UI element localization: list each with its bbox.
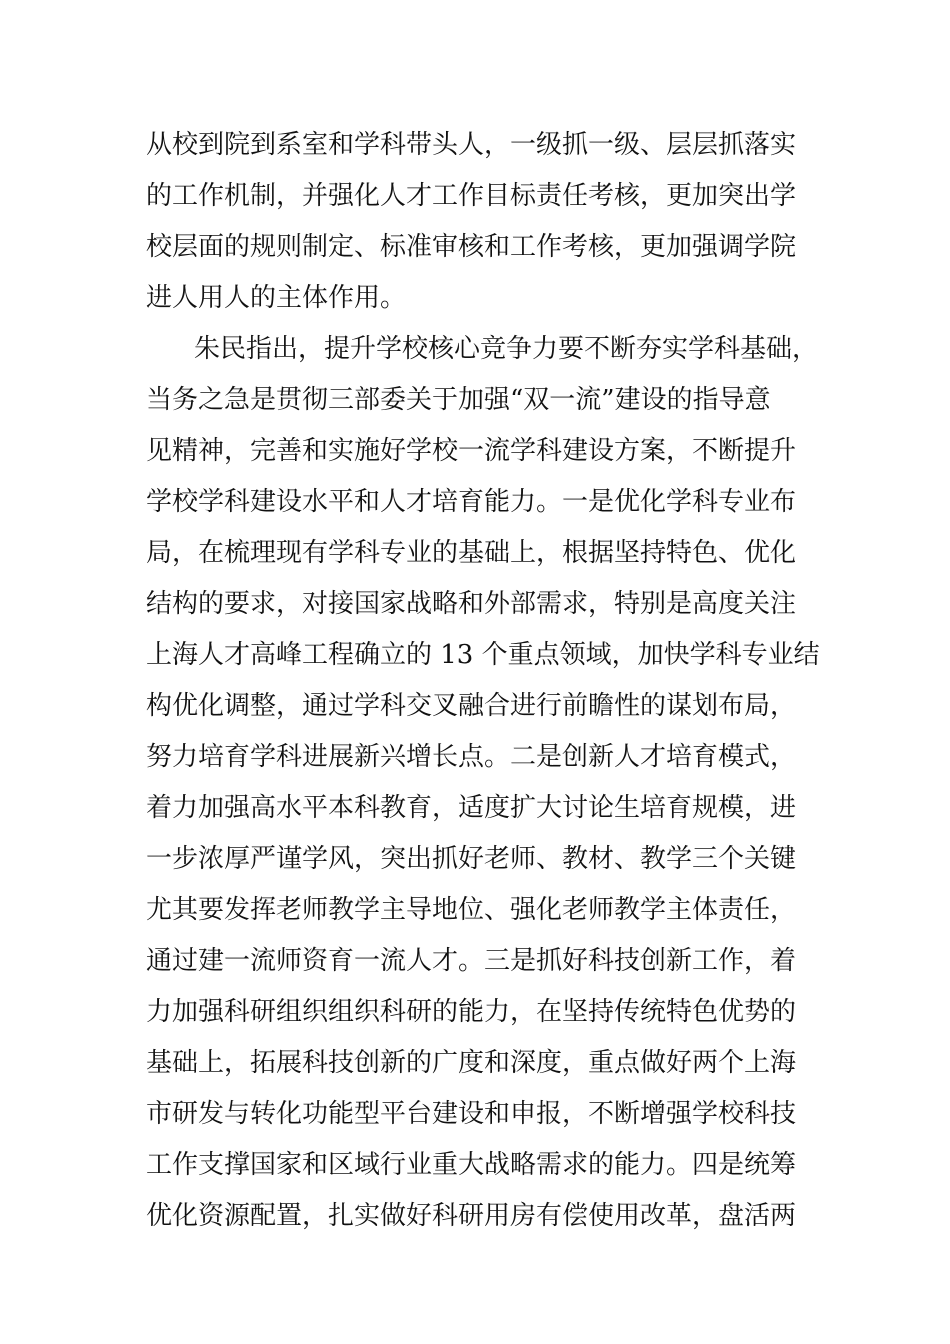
- text-line: 基础上，拓展科技创新的广度和深度，重点做好两个上海: [146, 1048, 797, 1078]
- text-line: 力加强科研组织组织科研的能力，在坚持传统特色优势的: [146, 997, 797, 1027]
- text-line: 进人用人的主体作用。: [146, 283, 407, 313]
- paragraph-start-line: 朱民指出，提升学校核心竞争力要不断夯实学科基础，: [194, 334, 819, 364]
- text-line: 局，在梳理现有学科专业的基础上，根据坚持特色、优化: [146, 538, 797, 568]
- text-line: 着力加强高水平本科教育，适度扩大讨论生培育规模，进: [146, 793, 797, 823]
- text-line: 的工作机制，并强化人才工作目标责任考核，更加突出学: [146, 181, 797, 211]
- text-line: 结构的要求，对接国家战略和外部需求，特别是高度关注: [146, 589, 797, 619]
- text-line: 从校到院到系室和学科带头人，一级抓一级、层层抓落实: [146, 130, 797, 160]
- text-line: 优化资源配置，扎实做好科研用房有偿使用改革，盘活两: [146, 1201, 797, 1231]
- text-line: 构优化调整，通过学科交叉融合进行前瞻性的谋划布局，: [146, 691, 797, 721]
- text-line: 工作支撑国家和区域行业重大战略需求的能力。四是统筹: [146, 1150, 797, 1180]
- text-line: 市研发与转化功能型平台建设和申报，不断增强学校科技: [146, 1099, 797, 1129]
- text-line: 通过建一流师资育一流人才。三是抓好科技创新工作，着: [146, 946, 797, 976]
- text-line: 当务之急是贯彻三部委关于加强“双一流”建设的指导意: [146, 385, 771, 415]
- text-line: 尤其要发挥老师教学主导地位、强化老师教学主体责任，: [146, 895, 797, 925]
- text-line: 一步浓厚严谨学风，突出抓好老师、教材、教学三个关键: [146, 844, 797, 874]
- text-line: 学校学科建设水平和人才培育能力。一是优化学科专业布: [146, 487, 797, 517]
- text-line: 校层面的规则制定、标准审核和工作考核，更加强调学院: [146, 232, 797, 262]
- text-line: 努力培育学科进展新兴增长点。二是创新人才培育模式，: [146, 742, 797, 772]
- text-line: 见精神，完善和实施好学校一流学科建设方案，不断提升: [146, 436, 797, 466]
- text-line: 上海人才高峰工程确立的 13 个重点领域，加快学科专业结: [146, 640, 820, 670]
